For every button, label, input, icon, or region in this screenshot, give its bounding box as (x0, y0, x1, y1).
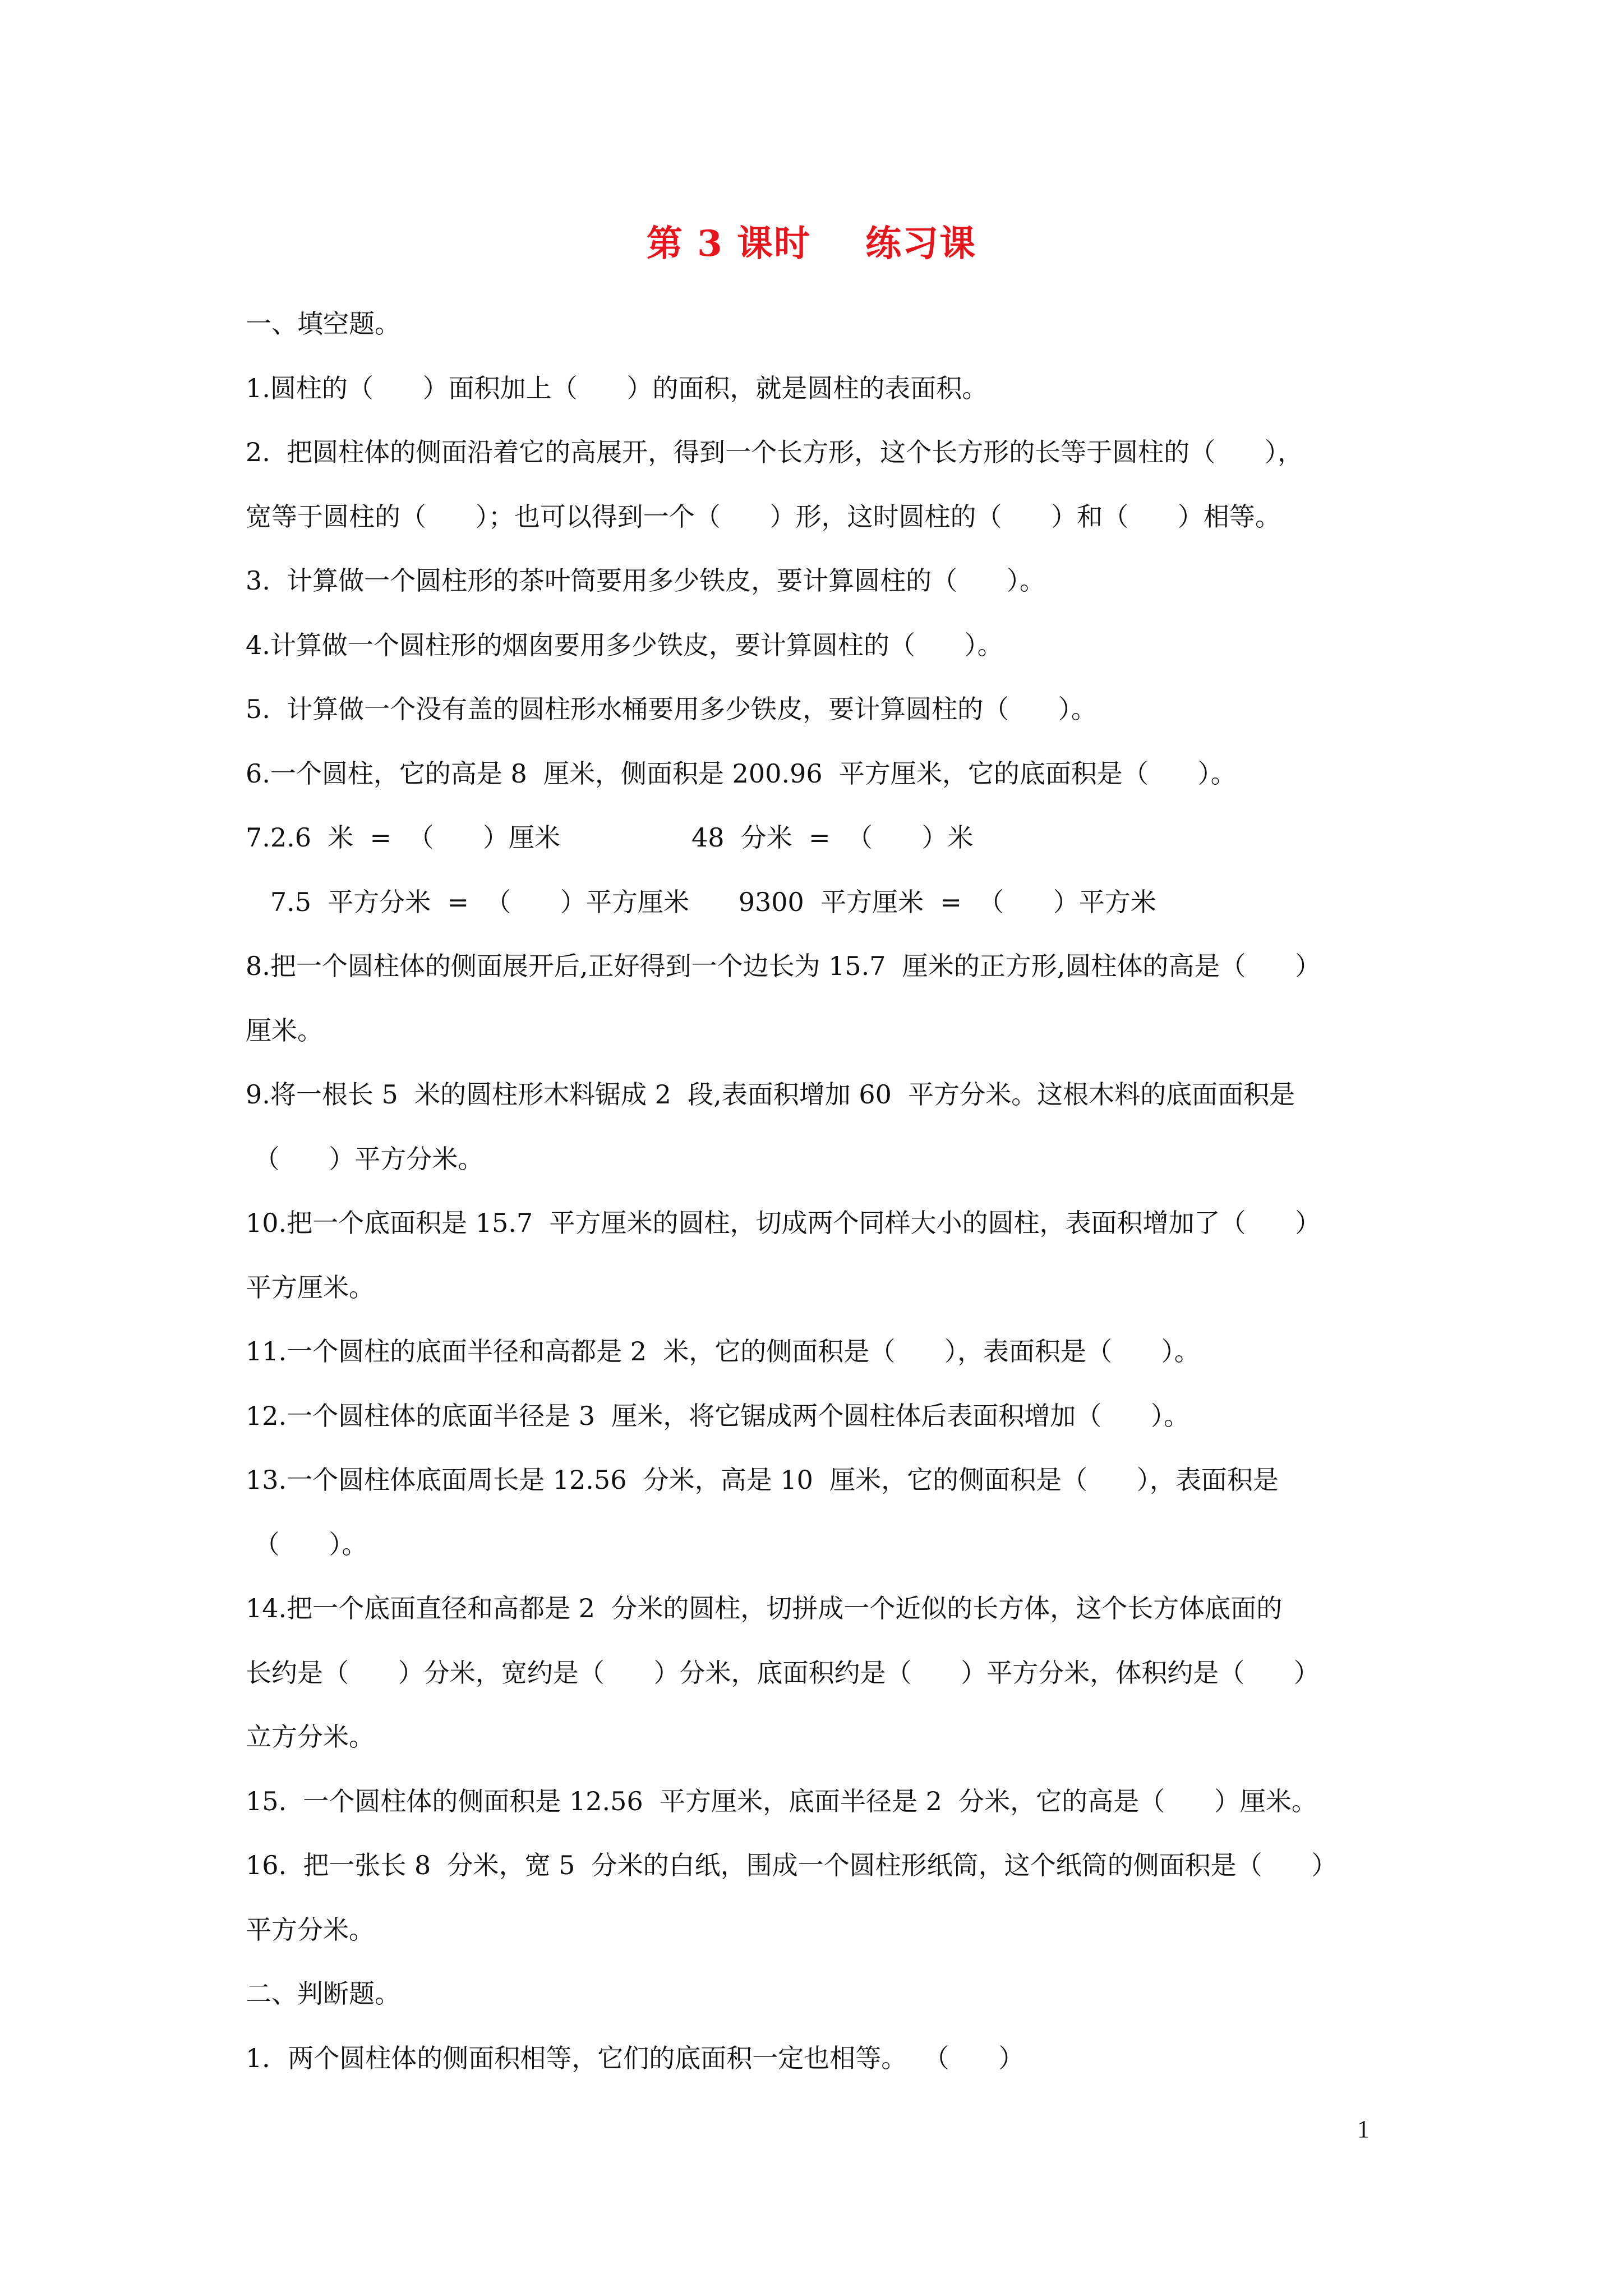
question-line: 12.一个圆柱体的底面半径是 3 厘米，将它锯成两个圆柱体后表面积增加（ ）。 (246, 1400, 1190, 1431)
question-line: 厘米。 (246, 1015, 323, 1046)
question-line: 长约是（ ）分米，宽约是（ ）分米，底面积约是（ ）平方分米，体积约是（ ） (246, 1657, 1320, 1688)
question-line: 平方分米。 (246, 1914, 375, 1945)
question-line: 2. 把圆柱体的侧面沿着它的高展开，得到一个长方形，这个长方形的长等于圆柱的（ ）， (246, 437, 1303, 467)
question-line: 宽等于圆柱的（ ）；也可以得到一个（ ）形，这时圆柱的（ ）和（ ）相等。 (246, 501, 1281, 532)
page-title: 第 3 课时 练习课 (646, 223, 977, 265)
question-line: 7.2.6 米 = （ ）厘米 48 分米 = （ ）米 (246, 822, 974, 853)
question-line: 立方分米。 (246, 1722, 375, 1752)
page-number: 1 (1357, 2115, 1370, 2143)
section-heading-true-false: 二、判断题。 (246, 1978, 400, 2009)
section-heading-fill-in: 一、填空题。 (246, 309, 400, 339)
question-line: 平方厘米。 (246, 1272, 375, 1303)
question-line: 9.将一根长 5 米的圆柱形木料锯成 2 段,表面积增加 60 平方分米。这根木料的底面面积是 (246, 1079, 1295, 1110)
document-body (246, 292, 1435, 2090)
question-line: 4.计算做一个圆柱形的烟囱要用多少铁皮，要计算圆柱的（ ）。 (246, 629, 1003, 660)
question-line: 16. 把一张长 8 分米，宽 5 分米的白纸，围成一个圆柱形纸筒，这个纸筒的侧面积是（ ） (246, 1850, 1338, 1880)
question-line: 14.把一个底面直径和高都是 2 分米的圆柱，切拼成一个近似的长方体，这个长方体底面的 (246, 1593, 1283, 1623)
question-line: 5. 计算做一个没有盖的圆柱形水桶要用多少铁皮，要计算圆柱的（ ）。 (246, 694, 1097, 724)
question-line: 11.一个圆柱的底面半径和高都是 2 米，它的侧面积是（ ），表面积是（ ）。 (246, 1336, 1200, 1366)
question-line: 7.5 平方分米 = （ ）平方厘米 9300 平方厘米 = （ ）平方米 (246, 886, 1156, 917)
question-line: 3. 计算做一个圆柱形的茶叶筒要用多少铁皮，要计算圆柱的（ ）。 (246, 565, 1045, 596)
question-line: （ ）。 (246, 1529, 368, 1559)
question-line: 15. 一个圆柱体的侧面积是 12.56 平方厘米，底面半径是 2 分米，它的高是（ ）厘米。 (246, 1786, 1317, 1816)
question-line: 1．两个圆柱体的侧面积相等，它们的底面积一定也相等。 （ ） (246, 2042, 1025, 2073)
question-line: 1.圆柱的（ ）面积加上（ ）的面积，就是圆柱的表面积。 (246, 372, 988, 403)
question-line: 13.一个圆柱体底面周长是 12.56 分米，高是 10 厘米，它的侧面积是（ ），表面积是 (246, 1465, 1279, 1495)
question-line: 8.把一个圆柱体的侧面展开后,正好得到一个边长为 15.7 厘米的正方形,圆柱体的高是（ ） (246, 951, 1321, 981)
question-line: （ ）平方分米。 (246, 1143, 484, 1174)
question-line: 6.一个圆柱，它的高是 8 厘米，侧面积是 200.96 平方厘米，它的底面积是（ ）。 (246, 758, 1237, 789)
question-line: 10.把一个底面积是 15.7 平方厘米的圆柱，切成两个同样大小的圆柱，表面积增加了（ ） (246, 1208, 1321, 1238)
